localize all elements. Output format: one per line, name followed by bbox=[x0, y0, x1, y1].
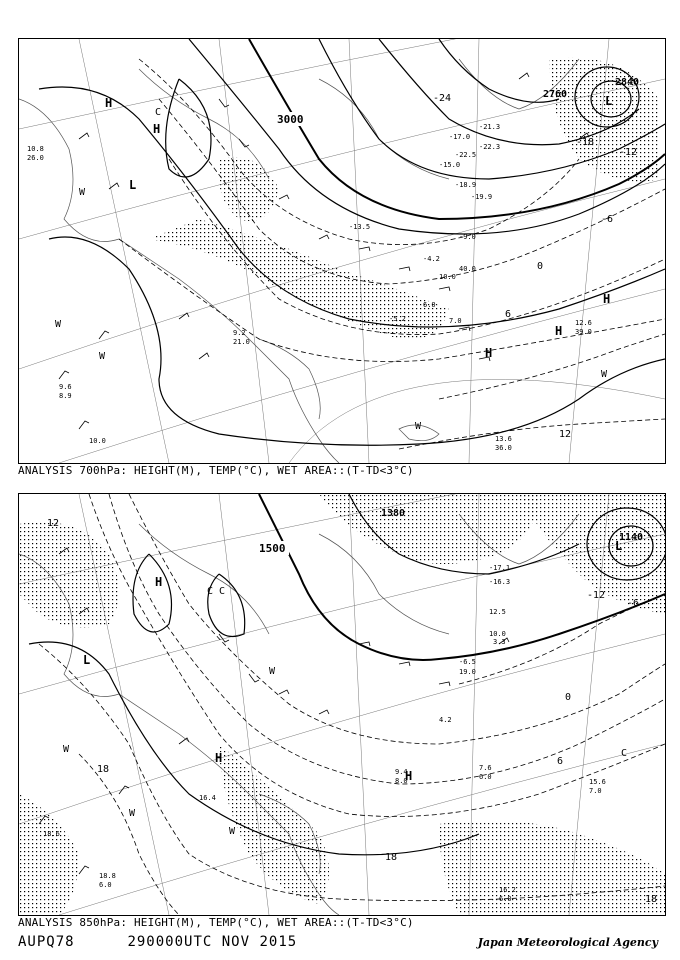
station-value: 13.6 bbox=[495, 435, 512, 443]
caption-700hpa: ANALYSIS 700hPa: HEIGHT(M), TEMP(°C), WET AREA::(T-TD<3°C) bbox=[18, 464, 414, 477]
warm-marker: W bbox=[63, 744, 70, 755]
station-value: 36.0 bbox=[495, 444, 512, 452]
isotherm-label: 18 bbox=[97, 764, 110, 775]
chart-id bbox=[18, 934, 297, 950]
station-value: -15.0 bbox=[439, 161, 461, 169]
contour-label-1500: 1500 bbox=[259, 542, 286, 555]
station-value: 12.6 bbox=[575, 319, 592, 327]
station-value: 8.9 bbox=[59, 392, 72, 400]
valid-time: 290000UTC NOV 2015 bbox=[127, 934, 298, 950]
station-value: -16.3 bbox=[489, 578, 511, 586]
isotherm-label: 0 bbox=[565, 692, 572, 703]
station-value: 16.2 bbox=[499, 886, 516, 894]
high-center: H bbox=[153, 122, 161, 136]
station-value: 16.4 bbox=[199, 794, 216, 802]
station-value: -22.5 bbox=[455, 151, 477, 159]
station-value: -6.5 bbox=[459, 658, 476, 666]
station-value: -21.3 bbox=[479, 123, 501, 131]
station-value: -17.1 bbox=[489, 564, 511, 572]
height-contours bbox=[29, 494, 665, 855]
station-value: 40.0 bbox=[459, 265, 476, 273]
station-value: 8.0 bbox=[395, 777, 408, 785]
station-value: -4.2 bbox=[423, 255, 440, 263]
station-value: 7.0 bbox=[589, 787, 602, 795]
warm-marker: W bbox=[55, 319, 62, 330]
station-value: -18.9 bbox=[455, 181, 477, 189]
wet-area-shading bbox=[19, 494, 665, 915]
high-center: H bbox=[155, 575, 163, 589]
isotherm-label: -12 bbox=[587, 590, 606, 601]
station-value: 7.6 bbox=[479, 764, 492, 772]
warm-marker: W bbox=[99, 351, 106, 362]
isotherm-label: 12 bbox=[47, 518, 60, 529]
station-value: 19.0 bbox=[459, 668, 476, 676]
high-center: H bbox=[603, 292, 611, 306]
station-value: -9.0 bbox=[459, 233, 476, 241]
station-value: 21.0 bbox=[233, 338, 250, 346]
station-value: 6.0 bbox=[479, 773, 492, 781]
station-value: 4.2 bbox=[439, 716, 452, 724]
isotherm-label: 6 bbox=[505, 309, 512, 320]
high-center: H bbox=[555, 324, 563, 338]
station-value: 12.5 bbox=[489, 608, 506, 616]
warm-marker: W bbox=[269, 666, 276, 677]
contour-label-2760: 2760 bbox=[543, 89, 568, 100]
station-value: 18.8 bbox=[99, 872, 116, 880]
isotherm-label: -12 bbox=[619, 147, 638, 158]
warm-marker: W bbox=[129, 808, 136, 819]
station-value: 18.6 bbox=[43, 830, 60, 838]
station-value: -5.2 bbox=[389, 315, 406, 323]
station-value: 9.6 bbox=[59, 383, 72, 391]
agency-name: Japan Meteorological Agency bbox=[477, 936, 658, 949]
station-value: 15.6 bbox=[589, 778, 606, 786]
cold-marker: C bbox=[207, 586, 214, 597]
isotherm-label: -6 bbox=[601, 214, 614, 225]
thermal-markers bbox=[63, 586, 627, 837]
contour-label-1380: 1380 bbox=[381, 508, 406, 519]
station-value: 9.4 bbox=[395, 768, 408, 776]
high-center: H bbox=[215, 751, 223, 765]
station-value: 9.2 bbox=[233, 329, 246, 337]
station-value: 10.0 bbox=[89, 437, 106, 445]
warm-marker: W bbox=[415, 421, 422, 432]
station-value: -22.3 bbox=[479, 143, 501, 151]
low-center: L bbox=[129, 178, 137, 192]
cold-marker: C bbox=[155, 107, 162, 118]
station-value: 10.8 bbox=[27, 145, 44, 153]
station-value: 7.0 bbox=[449, 317, 462, 325]
map-panel-850hpa bbox=[18, 493, 666, 916]
station-value: 6.0 bbox=[99, 881, 112, 889]
station-value: 6.0 bbox=[499, 895, 512, 903]
high-center: H bbox=[105, 96, 113, 110]
map-700hpa bbox=[19, 39, 665, 463]
warm-marker: W bbox=[229, 826, 236, 837]
station-value: -13.5 bbox=[349, 223, 371, 231]
station-value: -19.9 bbox=[471, 193, 493, 201]
station-value: 6.0 bbox=[423, 301, 436, 309]
warm-marker: W bbox=[79, 187, 86, 198]
station-value: -17.0 bbox=[449, 133, 471, 141]
low-center: L bbox=[83, 653, 91, 667]
isotherm-label: 6 bbox=[557, 756, 564, 767]
chart-code: AUPQ78 bbox=[18, 934, 75, 950]
cold-marker: C bbox=[621, 748, 628, 759]
isotherm-label: 12 bbox=[559, 429, 572, 440]
warm-marker: W bbox=[601, 369, 608, 380]
station-value: 26.0 bbox=[27, 154, 44, 162]
contour-label-3000: 3000 bbox=[277, 113, 304, 126]
isotherm-label: -24 bbox=[433, 93, 452, 104]
station-value: 10.0 bbox=[439, 273, 456, 281]
contour-label-2840: 2840 bbox=[615, 77, 640, 88]
station-value: 10.0 bbox=[489, 630, 506, 638]
isotherm-label: -6 bbox=[627, 598, 640, 609]
pressure-centers bbox=[83, 539, 622, 783]
station-value: 39.0 bbox=[575, 328, 592, 336]
cold-marker: C bbox=[219, 586, 226, 597]
high-center: H bbox=[485, 346, 493, 360]
map-panel-700hpa bbox=[18, 38, 666, 464]
isotherm-label: 18 bbox=[645, 894, 658, 905]
map-850hpa bbox=[19, 494, 665, 915]
wind-barbs bbox=[59, 73, 589, 429]
low-center: L bbox=[615, 539, 623, 553]
isotherm-label: -18 bbox=[576, 137, 595, 148]
isotherm-label: 18 bbox=[385, 852, 398, 863]
low-center: L bbox=[605, 94, 613, 108]
station-value: 3.3 bbox=[493, 638, 506, 646]
isotherm-label: 0 bbox=[537, 261, 544, 272]
high-center: H bbox=[405, 769, 413, 783]
caption-850hpa: ANALYSIS 850hPa: HEIGHT(M), TEMP(°C), WET AREA::(T-TD<3°C) bbox=[18, 916, 414, 929]
contour-label-1140: 1140 bbox=[619, 532, 644, 543]
